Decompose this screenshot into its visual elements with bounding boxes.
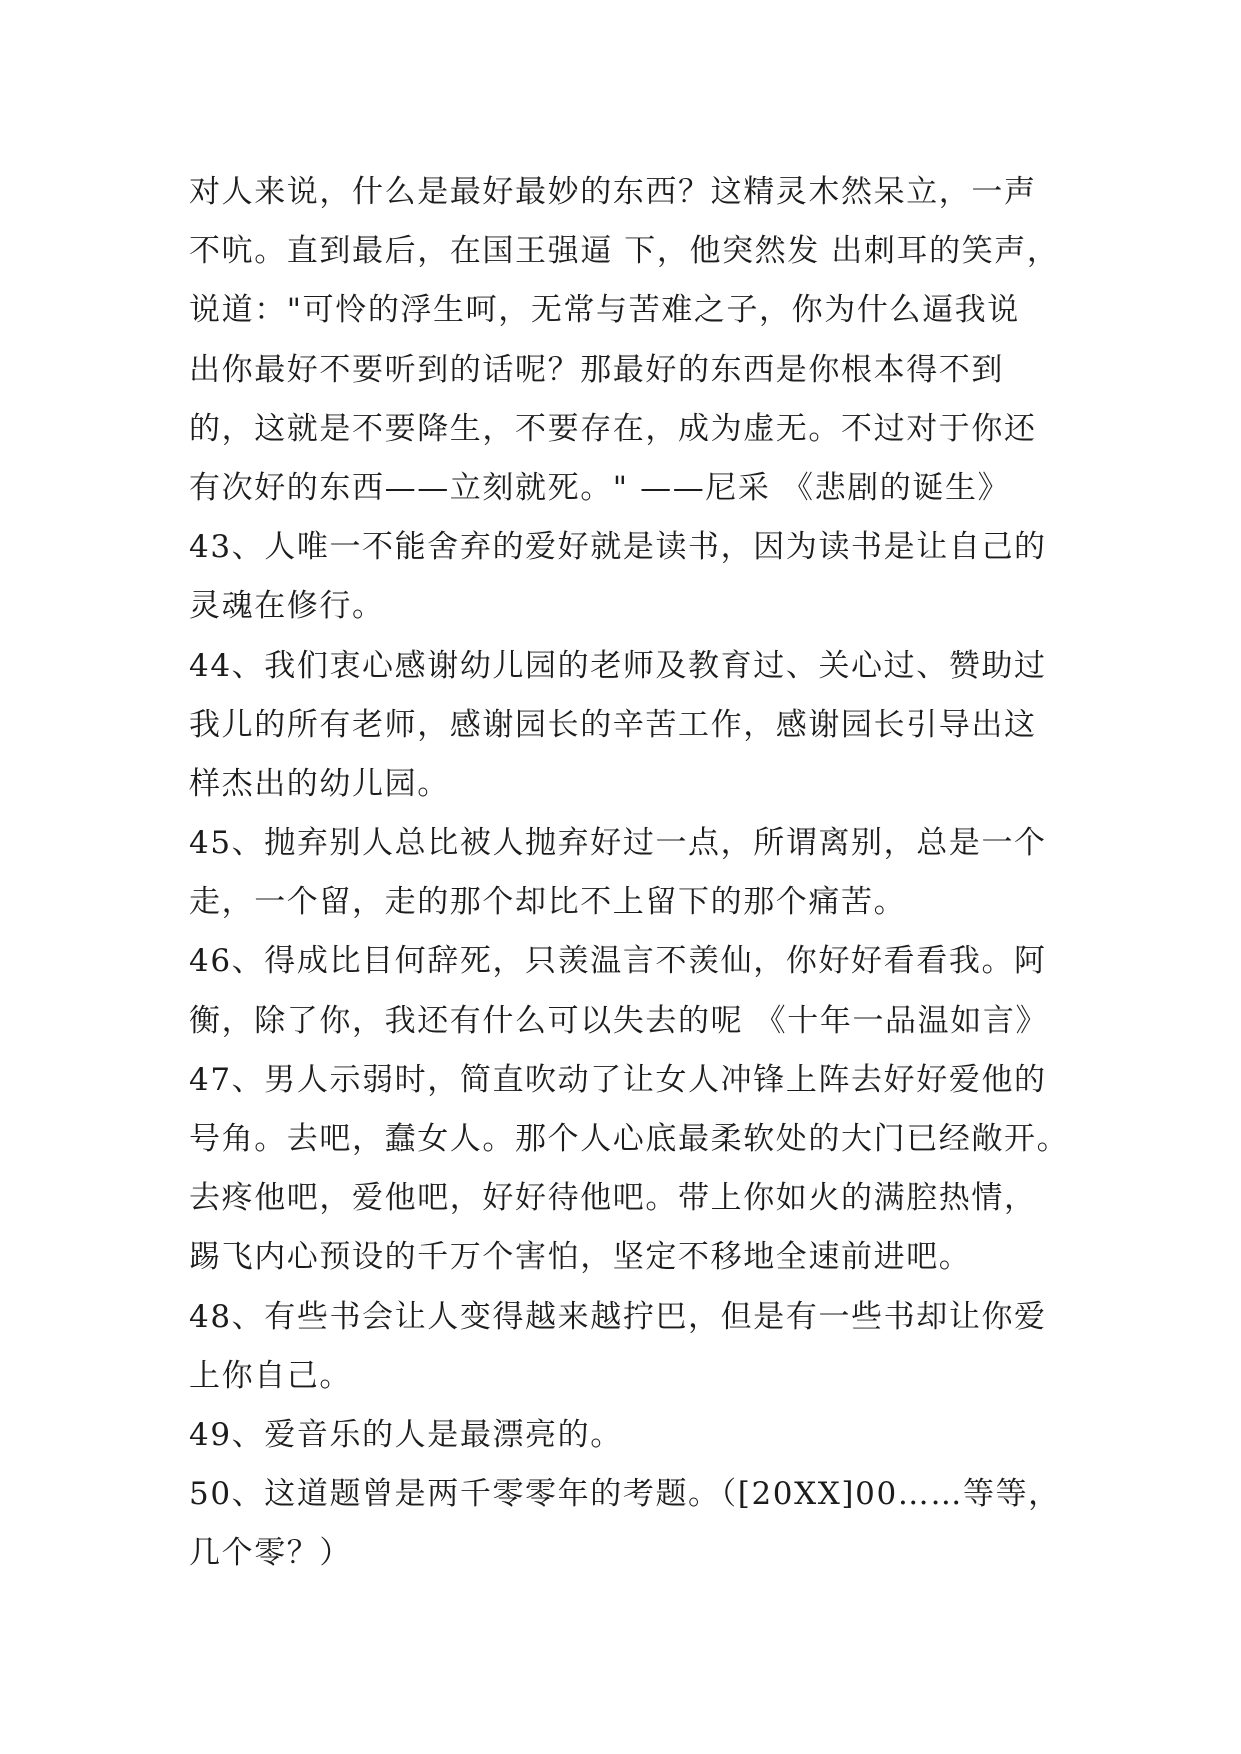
text-line: 48、有些书会让人变得越来越拧巴，但是有一些书却让你爱 <box>189 1298 1047 1335</box>
text-line: 灵魂在修行。 <box>189 588 385 625</box>
text-line: 几个零？） <box>189 1535 352 1572</box>
text-line: 样杰出的幼儿园。 <box>189 765 450 802</box>
text-line: 47、男人示弱时，简直吹动了让女人冲锋上阵去好好爱他的 <box>189 1061 1047 1098</box>
text-line: 踢飞内心预设的千万个害怕，坚定不移地全速前进吧。 <box>189 1239 972 1276</box>
text-line: 说道："可怜的浮生呵，无常与苦难之子，你为什么逼我说 <box>189 292 1020 329</box>
text-line: 50、这道题曾是两千零零年的考题。（[20XX]00……等等， <box>189 1476 1061 1513</box>
text-line: 衡，除了你，我还有什么可以失去的呢 《十年一品温如言》 <box>189 1002 1049 1039</box>
text-line: 对人来说，什么是最好最妙的东西？这精灵木然呆立，一声 <box>189 174 1037 210</box>
text-line: 不吭。直到最后，在国王强逼 下，他突然发 出刺耳的笑声， <box>189 233 1060 270</box>
text-line: 上你自己。 <box>189 1357 352 1394</box>
text-line: 去疼他吧，爱他吧，好好待他吧。带上你如火的满腔热情， <box>189 1180 1037 1217</box>
text-line: 有次好的东西——立刻就死。" ——尼采 《悲剧的诞生》 <box>189 469 1011 506</box>
text-line: 46、得成比目何辞死，只羡温言不羡仙，你好好看看我。阿 <box>189 943 1047 980</box>
document-body <box>189 163 1069 1584</box>
text-line: 43、人唯一不能舍弃的爱好就是读书，因为读书是让自己的 <box>189 529 1047 566</box>
text-line: 出你最好不要听到的话呢？那最好的东西是你根本得不到 <box>189 351 1004 388</box>
text-line: 49、爱音乐的人是最漂亮的。 <box>189 1416 623 1453</box>
text-line: 走，一个留，走的那个却比不上留下的那个痛苦。 <box>189 884 907 921</box>
text-line: 号角。去吧，蠢女人。那个人心底最柔软处的大门已经敞开。 <box>189 1121 1070 1157</box>
text-line: 的，这就是不要降生，不要存在，成为虚无。不过对于你还 <box>189 410 1037 447</box>
text-line: 44、我们衷心感谢幼儿园的老师及教育过、关心过、赞助过 <box>189 647 1047 684</box>
text-line: 45、抛弃别人总比被人抛弃好过一点，所谓离别，总是一个 <box>189 825 1047 862</box>
text-line: 我儿的所有老师，感谢园长的辛苦工作，感谢园长引导出这 <box>189 706 1037 743</box>
